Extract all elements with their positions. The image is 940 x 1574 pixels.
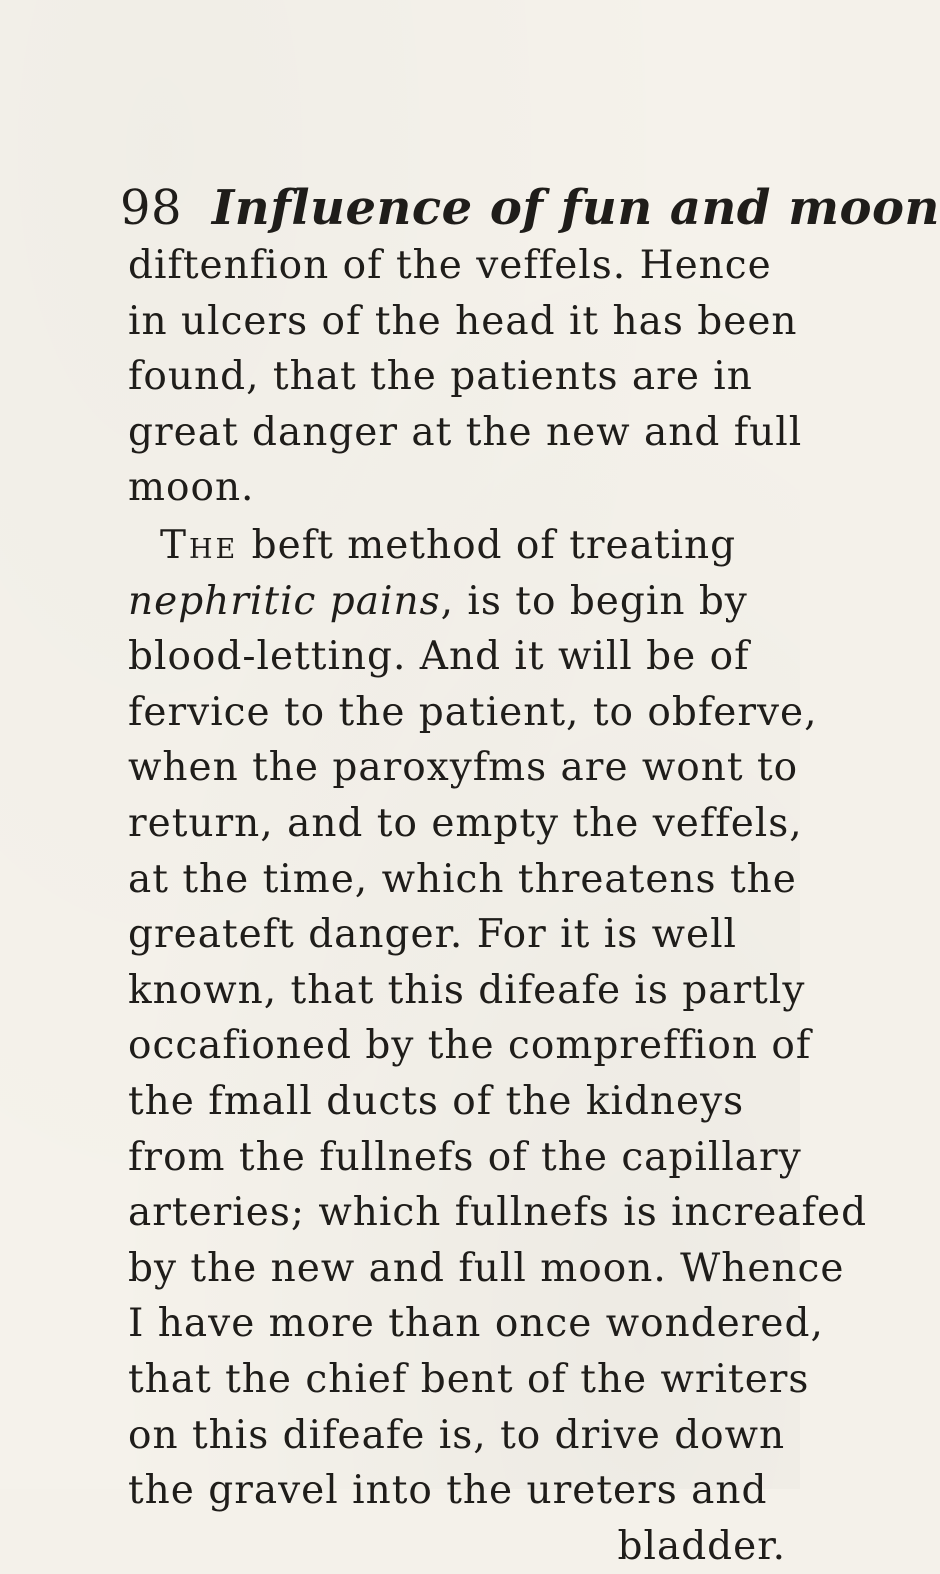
italic-term: nephritic pains	[128, 578, 441, 624]
text-line: on this difeafe is, to drive down	[128, 1412, 786, 1458]
text-line: known, that this difeafe is partly	[128, 967, 806, 1013]
text-line: return, and to empty the veffels,	[128, 800, 803, 846]
text-fragment: beft method of treating	[238, 523, 737, 568]
text-line: in ulcers of the head it has been	[128, 298, 798, 344]
text-line: by the new and full moon. Whence	[128, 1245, 845, 1291]
paragraph-lead-word: The	[160, 523, 239, 568]
text-line: I have more than once wondered,	[128, 1301, 824, 1347]
paragraph-1	[128, 238, 803, 516]
text-line: blood-letting. And it will be of	[128, 634, 750, 680]
text-line: fervice to the patient, to obferve,	[128, 689, 818, 735]
paragraph-2	[128, 518, 868, 1574]
text-line: occafioned by the compreffion of	[128, 1023, 812, 1069]
text-line: diftenfion of the veffels. Hence	[128, 243, 772, 288]
catchword: bladder.	[617, 1523, 786, 1569]
text-line: the fmall ducts of the kidneys	[128, 1078, 745, 1124]
text-line: from the fullnefs of the capillary	[128, 1134, 802, 1180]
text-line: moon.	[128, 465, 255, 511]
text-line: great danger at the new and full	[128, 409, 803, 455]
text-line: found, that the patients are in	[128, 354, 753, 400]
text-line: the gravel into the ureters and	[128, 1468, 768, 1514]
text-line: greateft danger. For it is well	[128, 912, 738, 958]
text-line: when the paroxyfms are wont to	[128, 745, 799, 791]
text-line	[128, 574, 798, 630]
text-line: at the time, which threatens the	[128, 856, 797, 902]
page-header	[120, 178, 940, 238]
text-line: that the chief bent of the writers	[128, 1356, 810, 1402]
running-title: Influence of fun and moon	[211, 180, 940, 236]
page-number: 98	[120, 180, 183, 236]
text-line: arteries; which fullnefs is increafed	[128, 1190, 868, 1236]
text-line	[160, 518, 798, 574]
text-fragment: , is to begin by	[440, 578, 748, 624]
